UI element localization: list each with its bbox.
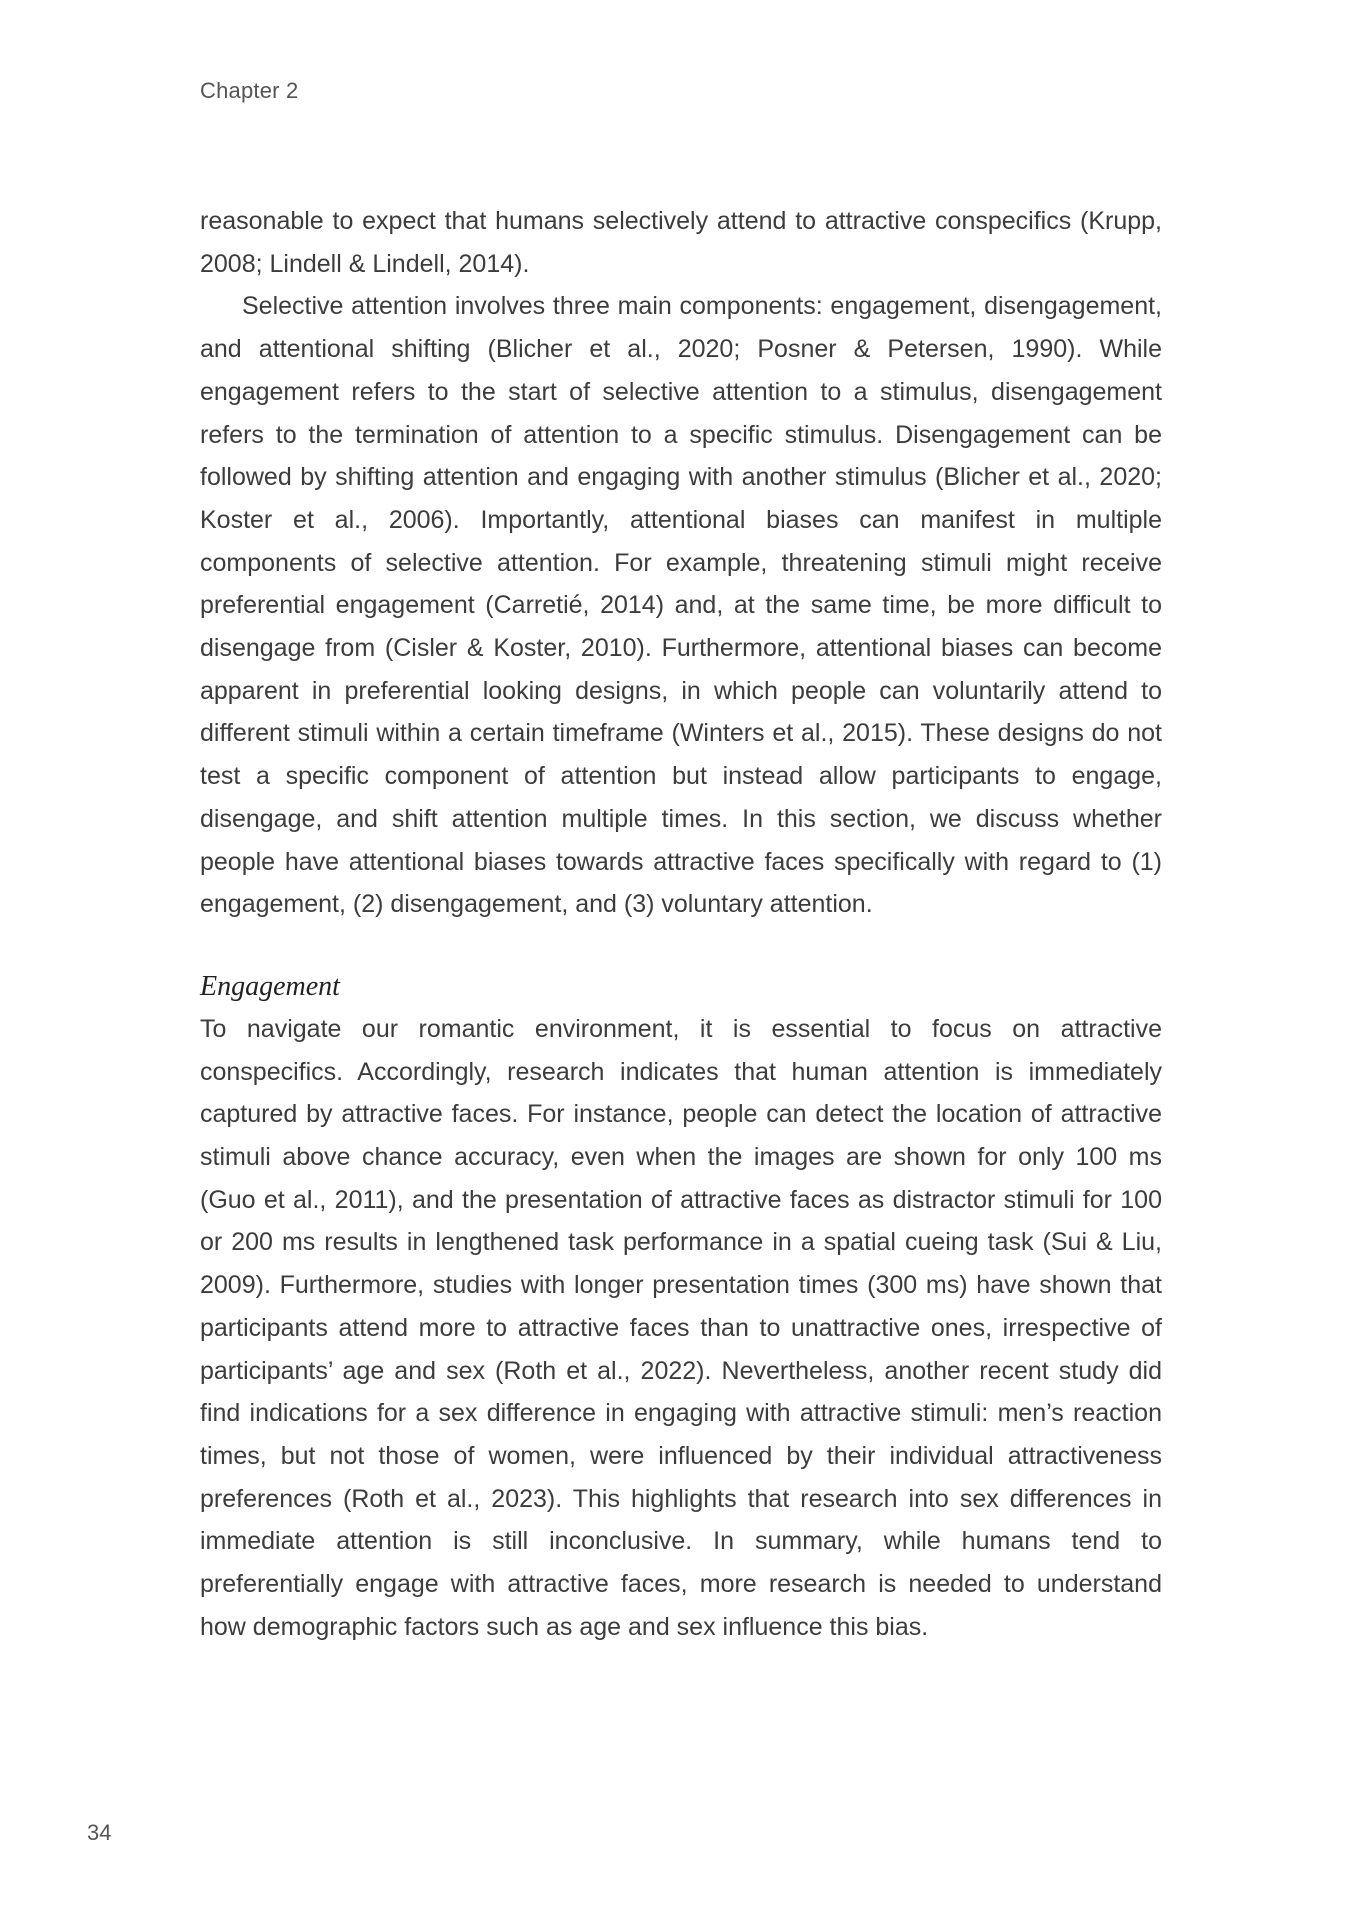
paragraph-selective-attention: Selective attention involves three main components: engagement, disengagement, and attentional shifting (Blicher et al., 2020; Posner & Petersen, 1990). While engagement refers to the start of selective attention to a stimulus, disengagement refers to the termination of attention to a specific stimulus. Disengagement can be followed by shifting attention and engaging with another stimulus (Blicher et al., 2020; Koster et al., 2006). Importantly, attentional biases can manifest in multiple components of selective attention. For example, threatening stimuli might receive preferential engagement (Carretié, 2014) and, at the same time, be more difficult to disengage from (Cisler & Koster, 2010). Furthermore, attentional biases can become apparent in preferential looking designs, in which people can voluntarily attend to different stimuli within a certain timeframe (Winters et al., 2015). These designs do not test a specific component of attention but instead allow participants to engage, disengage, and shift attention multiple times. In this section, we discuss whether people have attentional biases towards attractive faces specifically with regard to (1) engagement, (2) disengagement, and (3) voluntary attention. [200, 292, 1162, 919]
page-number: 34 [87, 1820, 112, 1845]
main-text [200, 200, 1162, 1649]
paragraph-engagement: To navigate our romantic environment, it is essential to focus on attractive conspecifics. Accordingly, research indicates that human attention is immediately captured by attractive faces. For instance, people can detect the location of attractive stimuli above chance accuracy, even when the images are shown for only 100 ms (Guo et al., 2011), and the presentation of attractive faces as distractor stimuli for 100 or 200 ms results in lengthened task performance in a spatial cueing task (Sui & Liu, 2009). Furthermore, studies with longer presentation times (300 ms) have shown that participants attend more to attractive faces than to unattractive ones, irrespective of participants’ age and sex (Roth et al., 2022). Nevertheless, another recent study did find indications for a sex difference in engaging with attractive stimuli: men’s reaction times, but not those of women, were influenced by their individual attractiveness preferences (Roth et al., 2023). This highlights that research into sex differences in immediate attention is still inconclusive. In summary, while humans tend to preferentially engage with attractive faces, more research is needed to understand how demographic factors such as age and sex influence this bias. [200, 1014, 1162, 1641]
running-header: Chapter 2 [200, 78, 299, 103]
paragraph-continuation: reasonable to expect that humans selectively attend to attractive conspecifics (Krupp, 2008; Lindell & Lindell, 2014). [200, 207, 1162, 278]
section-heading-engagement: Engagement [200, 970, 340, 1002]
